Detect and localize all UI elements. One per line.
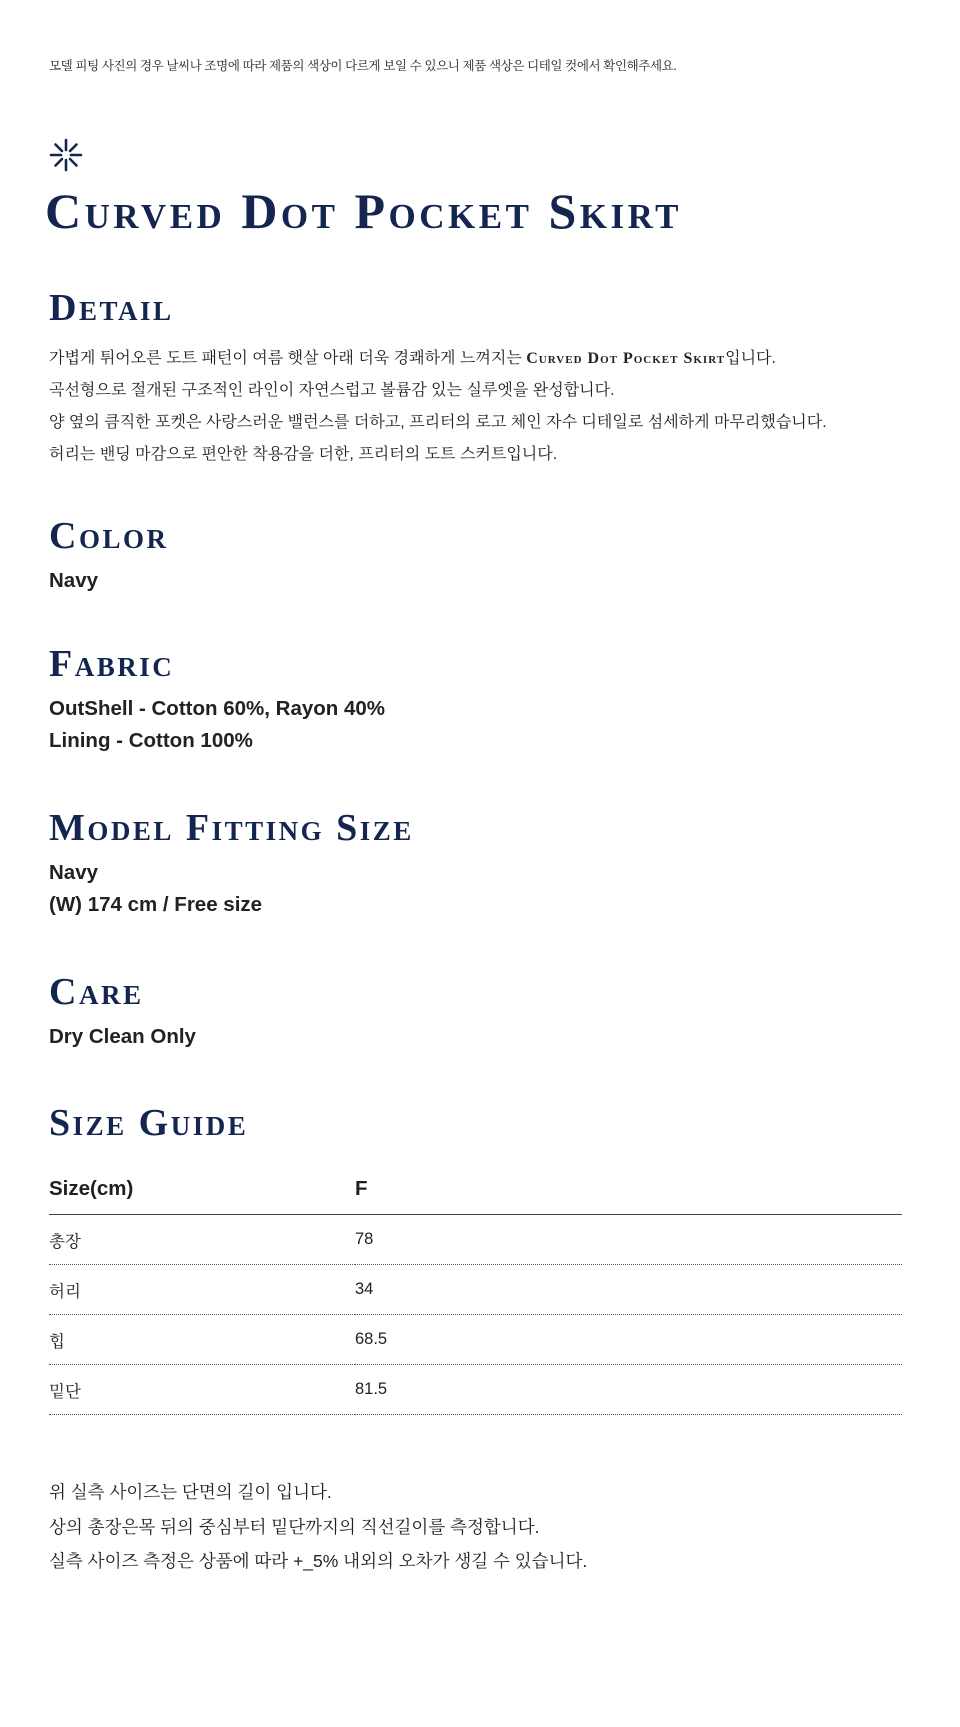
model-fitting-heading: Model Fitting Size — [49, 807, 414, 849]
detail-line-1-suffix: 입니다. — [725, 350, 776, 367]
detail-heading: Detail — [49, 287, 174, 329]
table-row — [49, 1315, 902, 1365]
free-size-column-header: F — [355, 1164, 902, 1215]
size-note: 위 실측 사이즈는 단면의 길이 입니다. — [49, 1482, 332, 1502]
color-notice: 모델 피팅 사진의 경우 날씨나 조명에 따라 제품의 색상이 다르게 보일 수 있으니 제품 색상은 디테일 컷에서 확인해주세요. — [49, 59, 677, 73]
measurement-value: 68.5 — [355, 1315, 902, 1365]
fabric-info — [49, 693, 385, 757]
detail-description — [49, 343, 827, 471]
fabric-lining: Lining - Cotton 100% — [49, 729, 253, 752]
detail-product-name: Curved Dot Pocket Skirt — [526, 350, 726, 367]
detail-line-3: 양 옆의 큼직한 포켓은 사랑스러운 밸런스를 더하고, 프리터의 로고 체인 자수 디테일로 섬세하게 마무리했습니다. — [49, 414, 827, 431]
detail-line-1 — [49, 343, 827, 375]
model-fitting-info — [49, 857, 262, 921]
fabric-outshell: OutShell - Cotton 60%, Rayon 40% — [49, 697, 386, 720]
size-guide-table — [49, 1164, 902, 1415]
size-note: 실측 사이즈 측정은 상품에 따라 +_5% 내외의 오차가 생길 수 있습니다. — [49, 1551, 588, 1571]
size-note: 상의 총장은목 뒤의 중심부터 밑단까지의 직선길이를 측정합니다. — [49, 1516, 540, 1537]
measurement-value: 34 — [355, 1265, 902, 1315]
measurement-label: 허리 — [49, 1265, 355, 1315]
detail-line-4: 허리는 밴딩 마감으로 편안한 착용감을 더한, 프리터의 도트 스커트입니다. — [49, 446, 558, 463]
table-row — [49, 1365, 902, 1415]
fabric-heading: Fabric — [49, 643, 175, 685]
care-value: Dry Clean Only — [49, 1025, 196, 1048]
measurement-label: 총장 — [49, 1215, 355, 1265]
model-size: (W) 174 cm / Free size — [49, 893, 263, 916]
care-info — [49, 1021, 196, 1053]
care-heading: Care — [49, 971, 144, 1013]
measurement-value: 78 — [355, 1215, 902, 1265]
color-value — [49, 565, 98, 597]
color-heading: Color — [49, 515, 169, 557]
detail-line-1-prefix: 가볍게 튀어오른 도트 패턴이 여름 햇살 아래 더욱 경쾌하게 느껴지는 — [49, 350, 527, 367]
product-title: Curved Dot Pocket Skirt — [45, 183, 683, 239]
size-column-header: Size(cm) — [49, 1164, 355, 1215]
size-notes — [49, 1475, 587, 1579]
measurement-value: 81.5 — [355, 1365, 902, 1415]
model-color: Navy — [49, 861, 99, 884]
size-table-header — [49, 1164, 902, 1215]
table-row — [49, 1265, 902, 1315]
color-value-text: Navy — [49, 569, 99, 592]
measurement-label: 힙 — [49, 1315, 355, 1365]
measurement-label: 밑단 — [49, 1365, 355, 1415]
table-row — [49, 1215, 902, 1265]
size-guide-heading: Size Guide — [49, 1102, 249, 1144]
detail-line-2: 곡선형으로 절개된 구조적인 라인이 자연스럽고 볼륨감 있는 실루엣을 완성합니다. — [49, 382, 615, 399]
sparkle-icon — [49, 138, 83, 172]
